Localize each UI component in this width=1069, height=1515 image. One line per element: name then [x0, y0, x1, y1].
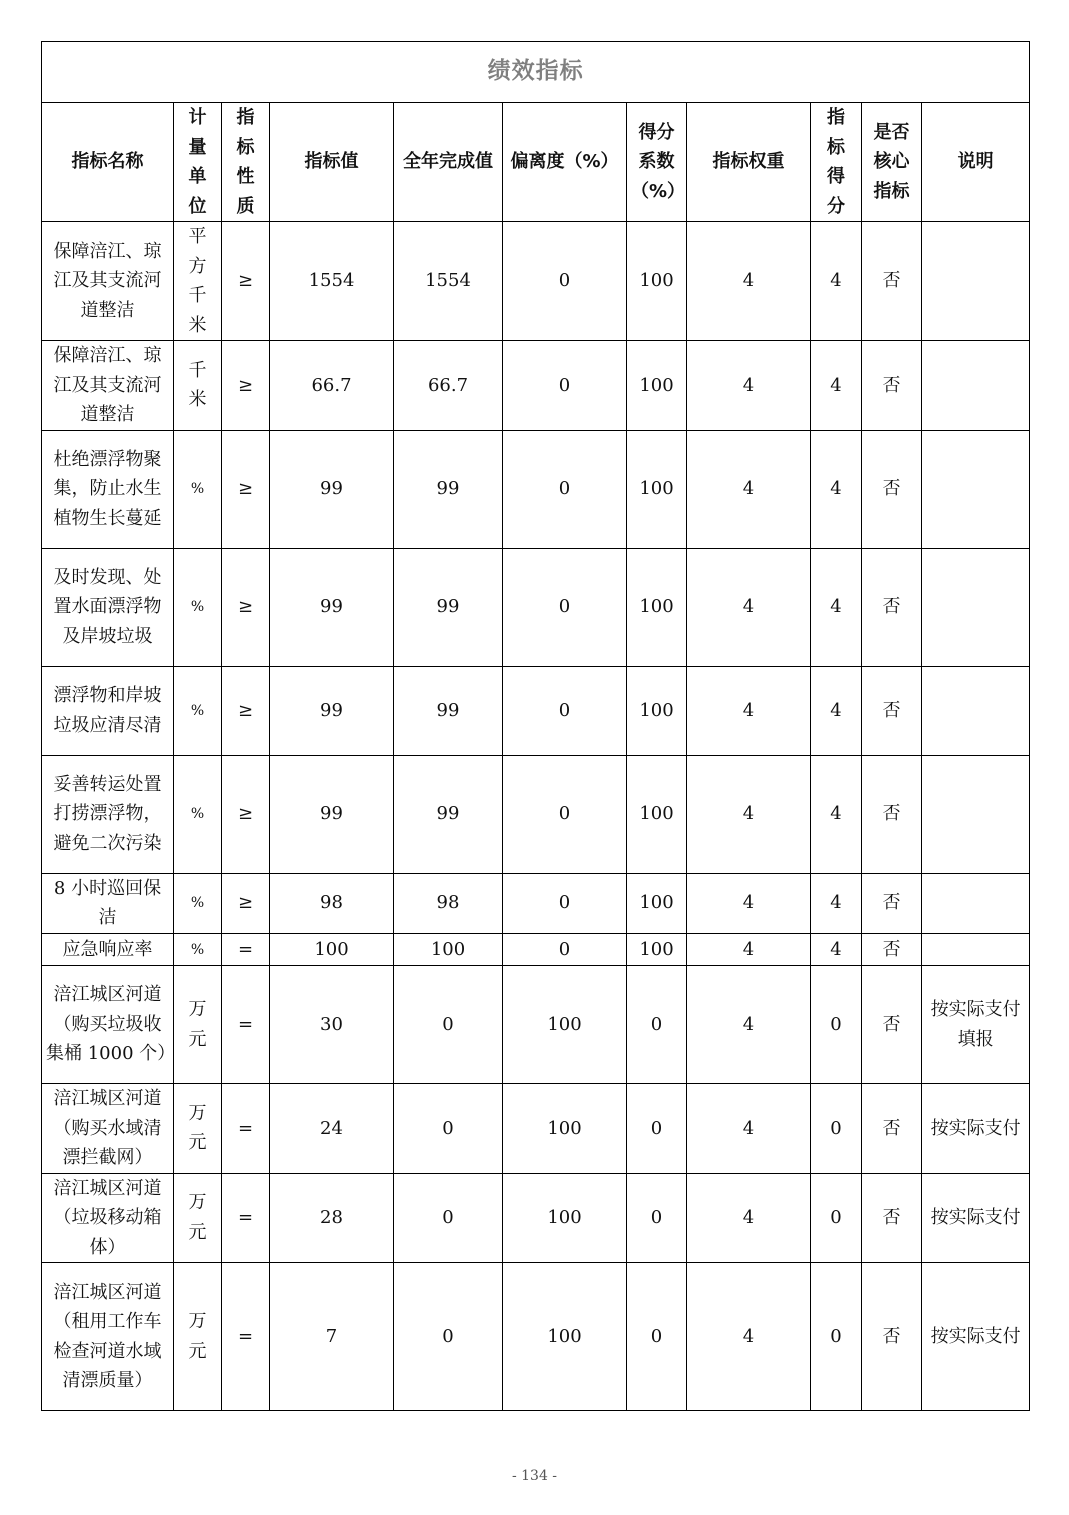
actual-value-cell: 0 — [394, 1173, 503, 1263]
note-cell — [922, 430, 1030, 548]
weight-cell: 4 — [687, 966, 811, 1084]
deviation-cell: 0 — [503, 666, 627, 755]
deviation-cell: 0 — [503, 548, 627, 666]
header-actual: 全年完成值 — [394, 103, 503, 222]
deviation-cell: 100 — [503, 1084, 627, 1174]
weight-cell: 4 — [687, 1173, 811, 1263]
weight-cell: 4 — [687, 755, 811, 873]
table-row — [42, 1263, 1030, 1411]
score-cell: 4 — [811, 548, 862, 666]
table-row — [42, 755, 1030, 873]
indicator-name-cell: 漂浮物和岸坡垃圾应清尽清 — [42, 666, 174, 755]
header-core: 是否核心指标 — [862, 103, 922, 222]
weight-cell: 4 — [687, 222, 811, 341]
coefficient-cell: 100 — [627, 755, 687, 873]
nature-cell: = — [222, 1173, 270, 1263]
score-cell: 4 — [811, 933, 862, 966]
weight-cell: 4 — [687, 666, 811, 755]
core-indicator-cell: 否 — [862, 341, 922, 431]
indicator-name-cell: 8 小时巡回保洁 — [42, 873, 174, 933]
header-weight: 指标权重 — [687, 103, 811, 222]
nature-cell: = — [222, 966, 270, 1084]
coefficient-cell: 100 — [627, 341, 687, 431]
unit-cell: % — [174, 873, 222, 933]
unit-cell: 万元 — [174, 1084, 222, 1174]
score-cell: 4 — [811, 341, 862, 431]
target-value-cell: 7 — [270, 1263, 394, 1411]
unit-cell: 万元 — [174, 966, 222, 1084]
unit-cell: % — [174, 755, 222, 873]
score-cell: 0 — [811, 1263, 862, 1411]
actual-value-cell: 99 — [394, 548, 503, 666]
core-indicator-cell: 否 — [862, 755, 922, 873]
indicator-name-cell: 杜绝漂浮物聚集，防止水生植物生长蔓延 — [42, 430, 174, 548]
note-cell — [922, 933, 1030, 966]
deviation-cell: 100 — [503, 1263, 627, 1411]
nature-cell: ≥ — [222, 873, 270, 933]
table-row — [42, 1084, 1030, 1174]
header-score: 指标得分 — [811, 103, 862, 222]
unit-cell: 万元 — [174, 1263, 222, 1411]
actual-value-cell: 99 — [394, 666, 503, 755]
weight-cell: 4 — [687, 1084, 811, 1174]
weight-cell: 4 — [687, 341, 811, 431]
note-cell — [922, 666, 1030, 755]
actual-value-cell: 98 — [394, 873, 503, 933]
target-value-cell: 30 — [270, 966, 394, 1084]
target-value-cell: 24 — [270, 1084, 394, 1174]
page-number: - 134 - — [511, 1468, 558, 1484]
deviation-cell: 100 — [503, 966, 627, 1084]
nature-cell: ≥ — [222, 430, 270, 548]
core-indicator-cell: 否 — [862, 1173, 922, 1263]
coefficient-cell: 0 — [627, 1263, 687, 1411]
performance-sheet — [41, 41, 1029, 1411]
header-unit: 计量单位 — [174, 103, 222, 222]
actual-value-cell: 99 — [394, 755, 503, 873]
indicator-name-cell: 涪江城区河道（购买水域清漂拦截网） — [42, 1084, 174, 1174]
weight-cell: 4 — [687, 430, 811, 548]
score-cell: 4 — [811, 755, 862, 873]
header-indicator-name: 指标名称 — [42, 103, 174, 222]
coefficient-cell: 0 — [627, 966, 687, 1084]
indicator-name-cell: 保障涪江、琼江及其支流河道整洁 — [42, 341, 174, 431]
note-cell — [922, 548, 1030, 666]
header-coefficient: 得分系数（%） — [627, 103, 687, 222]
note-cell — [922, 873, 1030, 933]
table-row — [42, 341, 1030, 431]
coefficient-cell: 100 — [627, 666, 687, 755]
note-cell: 按实际支付 — [922, 1263, 1030, 1411]
table-title: 绩效指标 — [42, 42, 1030, 103]
score-cell: 0 — [811, 1084, 862, 1174]
deviation-cell: 0 — [503, 222, 627, 341]
unit-cell: 千米 — [174, 341, 222, 431]
table-row — [42, 548, 1030, 666]
unit-cell: 平方千米 — [174, 222, 222, 341]
score-cell: 4 — [811, 222, 862, 341]
table-row — [42, 430, 1030, 548]
indicator-name-cell: 应急响应率 — [42, 933, 174, 966]
note-cell: 按实际支付 — [922, 1084, 1030, 1174]
indicator-name-cell: 保障涪江、琼江及其支流河道整洁 — [42, 222, 174, 341]
core-indicator-cell: 否 — [862, 873, 922, 933]
deviation-cell: 0 — [503, 755, 627, 873]
indicator-name-cell: 妥善转运处置打捞漂浮物，避免二次污染 — [42, 755, 174, 873]
performance-table — [41, 41, 1030, 1411]
target-value-cell: 66.7 — [270, 341, 394, 431]
coefficient-cell: 0 — [627, 1173, 687, 1263]
coefficient-cell: 100 — [627, 222, 687, 341]
unit-cell: % — [174, 430, 222, 548]
core-indicator-cell: 否 — [862, 933, 922, 966]
deviation-cell: 0 — [503, 430, 627, 548]
target-value-cell: 99 — [270, 755, 394, 873]
nature-cell: ≥ — [222, 666, 270, 755]
unit-cell: 万元 — [174, 1173, 222, 1263]
indicator-name-cell: 涪江城区河道（垃圾移动箱体） — [42, 1173, 174, 1263]
table-row — [42, 873, 1030, 933]
indicator-name-cell: 涪江城区河道（租用工作车检查河道水域清漂质量） — [42, 1263, 174, 1411]
table-row — [42, 933, 1030, 966]
note-cell — [922, 755, 1030, 873]
table-row — [42, 666, 1030, 755]
header-note: 说明 — [922, 103, 1030, 222]
note-cell: 按实际支付填报 — [922, 966, 1030, 1084]
score-cell: 0 — [811, 966, 862, 1084]
unit-cell: % — [174, 933, 222, 966]
weight-cell: 4 — [687, 1263, 811, 1411]
target-value-cell: 99 — [270, 430, 394, 548]
unit-cell: % — [174, 548, 222, 666]
core-indicator-cell: 否 — [862, 548, 922, 666]
target-value-cell: 28 — [270, 1173, 394, 1263]
actual-value-cell: 1554 — [394, 222, 503, 341]
target-value-cell: 99 — [270, 666, 394, 755]
nature-cell: ≥ — [222, 755, 270, 873]
score-cell: 4 — [811, 430, 862, 548]
coefficient-cell: 100 — [627, 430, 687, 548]
score-cell: 0 — [811, 1173, 862, 1263]
actual-value-cell: 0 — [394, 1084, 503, 1174]
core-indicator-cell: 否 — [862, 1084, 922, 1174]
deviation-cell: 0 — [503, 933, 627, 966]
table-row — [42, 222, 1030, 341]
core-indicator-cell: 否 — [862, 966, 922, 1084]
score-cell: 4 — [811, 666, 862, 755]
header-nature: 指标性质 — [222, 103, 270, 222]
core-indicator-cell: 否 — [862, 430, 922, 548]
deviation-cell: 0 — [503, 873, 627, 933]
core-indicator-cell: 否 — [862, 1263, 922, 1411]
nature-cell: ≥ — [222, 548, 270, 666]
actual-value-cell: 100 — [394, 933, 503, 966]
weight-cell: 4 — [687, 873, 811, 933]
nature-cell: = — [222, 1263, 270, 1411]
nature-cell: = — [222, 1084, 270, 1174]
indicator-name-cell: 及时发现、处置水面漂浮物及岸坡垃圾 — [42, 548, 174, 666]
nature-cell: = — [222, 933, 270, 966]
coefficient-cell: 0 — [627, 1084, 687, 1174]
header-target: 指标值 — [270, 103, 394, 222]
nature-cell: ≥ — [222, 222, 270, 341]
coefficient-cell: 100 — [627, 548, 687, 666]
indicator-name-cell: 涪江城区河道（购买垃圾收集桶 1000 个） — [42, 966, 174, 1084]
weight-cell: 4 — [687, 548, 811, 666]
weight-cell: 4 — [687, 933, 811, 966]
target-value-cell: 99 — [270, 548, 394, 666]
note-cell: 按实际支付 — [922, 1173, 1030, 1263]
core-indicator-cell: 否 — [862, 222, 922, 341]
unit-cell: % — [174, 666, 222, 755]
deviation-cell: 0 — [503, 341, 627, 431]
header-deviation: 偏离度（%） — [503, 103, 627, 222]
target-value-cell: 1554 — [270, 222, 394, 341]
actual-value-cell: 99 — [394, 430, 503, 548]
actual-value-cell: 0 — [394, 966, 503, 1084]
score-cell: 4 — [811, 873, 862, 933]
actual-value-cell: 0 — [394, 1263, 503, 1411]
note-cell — [922, 341, 1030, 431]
table-row — [42, 966, 1030, 1084]
coefficient-cell: 100 — [627, 933, 687, 966]
note-cell — [922, 222, 1030, 341]
header-row — [42, 103, 1030, 222]
target-value-cell: 100 — [270, 933, 394, 966]
nature-cell: ≥ — [222, 341, 270, 431]
coefficient-cell: 100 — [627, 873, 687, 933]
deviation-cell: 100 — [503, 1173, 627, 1263]
target-value-cell: 98 — [270, 873, 394, 933]
actual-value-cell: 66.7 — [394, 341, 503, 431]
core-indicator-cell: 否 — [862, 666, 922, 755]
table-row — [42, 1173, 1030, 1263]
